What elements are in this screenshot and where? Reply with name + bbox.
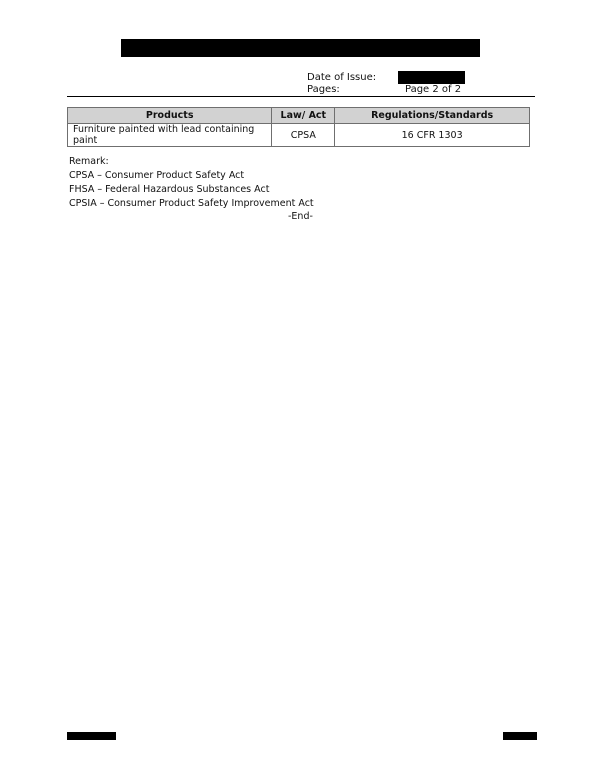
table-row [68, 124, 530, 147]
standards-table [67, 107, 530, 147]
pages-label: Pages: [307, 84, 340, 95]
remark-item-cpsia: CPSIA – Consumer Product Safety Improvement Act [69, 198, 314, 209]
date-of-issue-label: Date of Issue: [307, 72, 377, 83]
remark-item-cpsa: CPSA – Consumer Product Safety Act [69, 170, 245, 181]
redacted-footer-right [503, 732, 537, 740]
redacted-footer-left [67, 732, 116, 740]
column-header-products: Products [68, 108, 272, 124]
header-divider [67, 96, 535, 97]
redacted-header-block [121, 39, 480, 57]
remark-title: Remark: [69, 156, 109, 167]
end-marker: -End- [288, 211, 313, 222]
column-header-regulations: Regulations/Standards [335, 108, 530, 124]
cell-product: Furniture painted with lead containing paint [68, 124, 272, 147]
table-header-row [68, 108, 530, 124]
cell-law: CPSA [272, 124, 335, 147]
column-header-law-act: Law/ Act [272, 108, 335, 124]
pages-value: Page 2 of 2 [405, 84, 462, 95]
redacted-date-value [398, 71, 465, 84]
cell-regulation: 16 CFR 1303 [335, 124, 530, 147]
remark-item-fhsa: FHSA – Federal Hazardous Substances Act [69, 184, 270, 195]
